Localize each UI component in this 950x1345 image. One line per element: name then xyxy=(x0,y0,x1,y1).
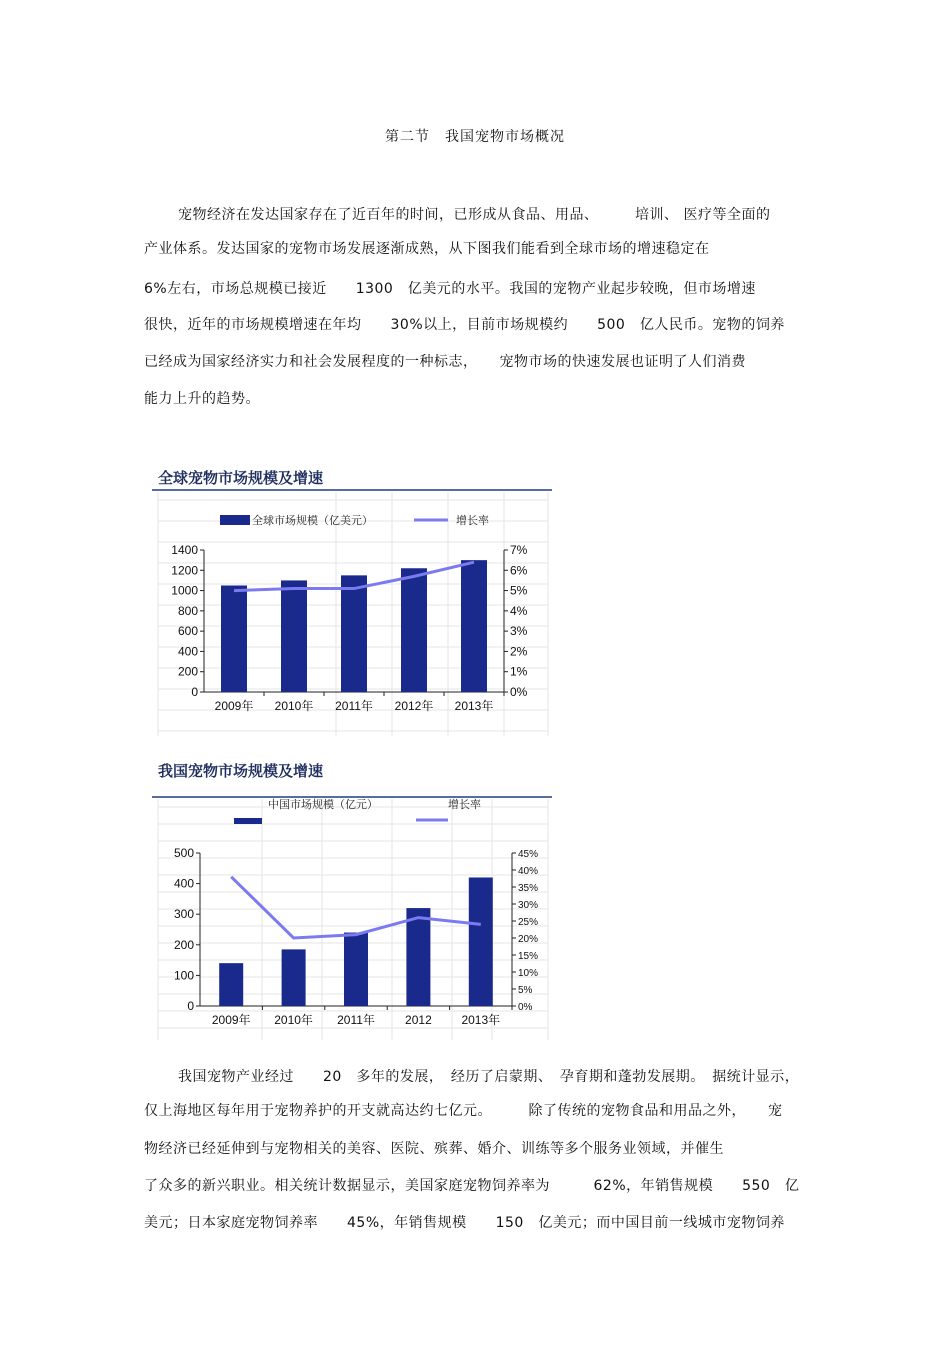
right-tick-label: 4% xyxy=(510,603,528,618)
legend-bar-swatch xyxy=(234,818,262,824)
left-tick-label: 400 xyxy=(177,644,198,659)
global-market-chart xyxy=(152,462,552,740)
chart-title: 我国宠物市场规模及增速 xyxy=(158,762,324,780)
x-tick-label: 2009年 xyxy=(211,1013,251,1027)
right-tick-label: 0% xyxy=(510,685,528,699)
left-tick-label: 1400 xyxy=(171,543,198,557)
china-market-chart xyxy=(152,756,552,1044)
paragraph-line: 宠物经济在发达国家存在了近百年的时间，已形成从食品、用品、 培训、 医疗等全面的 xyxy=(178,207,771,223)
left-tick-label: 200 xyxy=(173,937,194,952)
right-tick-label: 1% xyxy=(510,664,528,679)
bar xyxy=(401,568,427,692)
bar xyxy=(219,963,243,1006)
legend-label: 中国市场规模（亿元） xyxy=(268,799,378,811)
bar xyxy=(281,580,307,692)
right-tick-label: 7% xyxy=(510,543,528,557)
right-tick-label: 45% xyxy=(518,849,539,860)
section-title: 第二节 我国宠物市场概况 xyxy=(385,129,565,145)
right-tick-label: 10% xyxy=(518,968,539,979)
x-tick-label: 2011年 xyxy=(337,1013,375,1027)
paragraph-line: 能力上升的趋势。 xyxy=(144,391,260,407)
x-tick-label: 2010年 xyxy=(274,699,314,713)
bar xyxy=(406,908,430,1006)
legend-label: 全球市场规模（亿美元） xyxy=(252,515,373,527)
legend-bar-swatch xyxy=(220,515,250,525)
growth-rate-line xyxy=(231,877,481,938)
left-tick-label: 500 xyxy=(173,846,194,860)
right-tick-label: 30% xyxy=(518,900,539,911)
paragraph-line: 了众多的新兴职业。相关统计数据显示，美国家庭宠物饲养率为 62%，年销售规模 550 亿 xyxy=(144,1178,800,1194)
global-market-chart-svg xyxy=(152,462,552,740)
paragraph-line: 美元；日本家庭宠物饲养率 45%，年销售规模 150 亿美元；而中国目前一线城市宠物饲养 xyxy=(144,1215,785,1231)
bar xyxy=(344,933,368,1006)
left-tick-label: 600 xyxy=(177,624,198,639)
x-tick-label: 2012 xyxy=(405,1013,432,1027)
x-tick-label: 2013年 xyxy=(461,1013,501,1027)
bar xyxy=(221,586,247,693)
right-tick-label: 35% xyxy=(518,883,539,894)
right-tick-label: 15% xyxy=(518,951,539,962)
bar xyxy=(469,877,493,1006)
right-tick-label: 3% xyxy=(510,624,528,639)
bar xyxy=(341,575,367,692)
right-tick-label: 2% xyxy=(510,644,528,659)
x-tick-label: 2012年 xyxy=(394,699,434,713)
right-tick-label: 20% xyxy=(518,934,539,945)
right-tick-label: 40% xyxy=(518,866,539,877)
right-tick-label: 25% xyxy=(518,917,539,928)
paragraph-line: 很快，近年的市场规模增速在年均 30%以上，目前市场规模约 500 亿人民币。宠物的饲养 xyxy=(144,317,785,333)
left-tick-label: 100 xyxy=(173,968,194,983)
right-tick-label: 5% xyxy=(510,583,528,598)
chart-title: 全球宠物市场规模及增速 xyxy=(158,469,324,487)
paragraph-line: 产业体系。发达国家的宠物市场发展逐渐成熟，从下图我们能看到全球市场的增速稳定在 xyxy=(144,241,710,257)
right-tick-label: 6% xyxy=(510,563,528,578)
right-tick-label: 0% xyxy=(518,1002,533,1013)
left-tick-label: 200 xyxy=(177,664,198,679)
paragraph-line: 仅上海地区每年用于宠物养护的开支就高达约七亿元。 除了传统的宠物食品和用品之外， 宠 xyxy=(144,1103,783,1119)
left-tick-label: 1000 xyxy=(171,583,198,598)
x-tick-label: 2009年 xyxy=(214,699,254,713)
bar xyxy=(282,949,306,1006)
x-tick-label: 2011年 xyxy=(335,699,373,713)
paragraph-line: 我国宠物产业经过 20 多年的发展， 经历了启蒙期、 孕育期和蓬勃发展期。 据统计显示， xyxy=(178,1069,800,1085)
bar xyxy=(461,560,487,692)
left-tick-label: 1200 xyxy=(171,563,198,578)
left-tick-label: 0 xyxy=(187,999,194,1013)
x-tick-label: 2010年 xyxy=(274,1013,313,1027)
paragraph-line: 已经成为国家经济实力和社会发展程度的一种标志， 宠物市场的快速发展也证明了人们消费 xyxy=(144,354,746,370)
left-tick-label: 300 xyxy=(173,907,194,922)
left-tick-label: 0 xyxy=(191,685,198,699)
china-market-chart-svg xyxy=(152,756,552,1044)
x-tick-label: 2013年 xyxy=(454,699,494,713)
legend-label: 增长率 xyxy=(456,515,489,527)
right-tick-label: 5% xyxy=(518,985,533,996)
paragraph-line: 6%左右，市场总规模已接近 1300 亿美元的水平。我国的宠物产业起步较晚，但市场增速 xyxy=(144,281,756,297)
left-tick-label: 400 xyxy=(173,876,194,891)
left-tick-label: 800 xyxy=(177,603,198,618)
legend-label: 增长率 xyxy=(448,799,481,811)
paragraph-line: 物经济已经延伸到与宠物相关的美容、医院、殡葬、婚介、训练等多个服务业领域，并催生 xyxy=(144,1141,724,1157)
